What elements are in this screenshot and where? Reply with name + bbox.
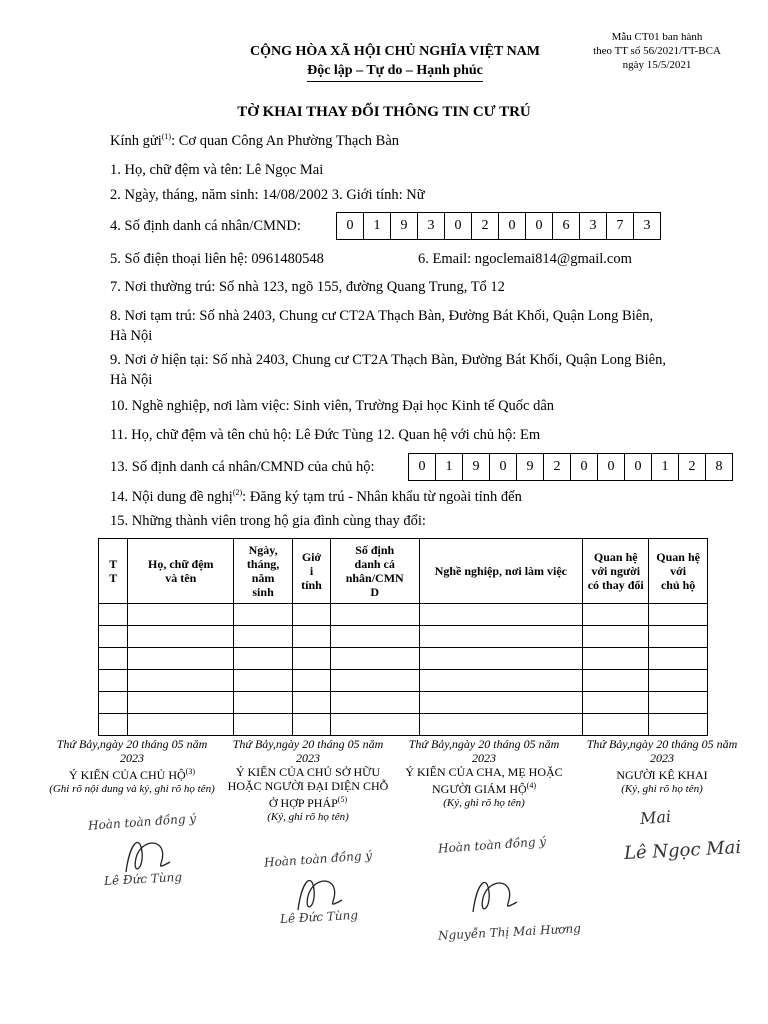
- head-id-digit: 2: [543, 454, 570, 480]
- handwritten-note: Hoàn toàn đồng ý: [263, 848, 373, 870]
- table-cell[interactable]: [293, 670, 331, 692]
- signature-scribble: [465, 872, 525, 922]
- field-temporary-address: 8. Nơi tạm trú: Số nhà 2403, Chung cư CT2A Thạch Bàn, Đường Bát Khối, Quận Long Biên, Hà Nội: [110, 308, 654, 344]
- signature-heading: [576, 765, 748, 782]
- footnote-mark: (4): [526, 781, 536, 790]
- request-label: 14. Nội dung đề nghị: [110, 488, 233, 505]
- field-household-head: 11. Họ, chữ đệm và tên chủ hộ: Lê Đức Tùng 12. Quan hệ với chủ hộ: Em: [110, 427, 541, 443]
- id-digit: 1: [363, 213, 390, 239]
- head-id-digit: 1: [435, 454, 462, 480]
- column-header: T T: [99, 539, 128, 604]
- table-cell[interactable]: [649, 670, 708, 692]
- table-cell[interactable]: [419, 670, 583, 692]
- recipient-line: [110, 132, 399, 150]
- form-title: TỜ KHAI THAY ĐỔI THÔNG TIN CƯ TRÚ: [237, 104, 531, 120]
- table-row: [99, 670, 708, 692]
- head-id-digit: 8: [705, 454, 732, 480]
- table-cell[interactable]: [234, 692, 293, 714]
- table-row: [99, 714, 708, 736]
- field-head-id-label: 13. Số định danh cá nhân/CMND của chủ hộ:: [110, 459, 375, 475]
- head-id-digit: 0: [597, 454, 624, 480]
- head-id-digit: 9: [516, 454, 543, 480]
- table-row: [99, 648, 708, 670]
- form-code: [582, 30, 732, 72]
- field-current-address: 9. Nơi ở hiện tại: Số nhà 2403, Chung cư CT2A Thạch Bàn, Đường Bát Khối, Quận Long Biên, Hà Nội: [110, 352, 666, 388]
- id-digit: 0: [498, 213, 525, 239]
- signature-heading-text: Ý KIẾN CỦA CHỦ HỘ: [69, 768, 186, 782]
- signature-date: Thứ Bảy,ngày 20 tháng 05 năm 2023: [408, 737, 560, 765]
- signature-heading-text: Ý KIẾN CỦA CHỦ SỞ HỮU HOẶC NGƯỜI ĐẠI DIỆN CHỖ Ở HỢP PHÁP: [227, 765, 389, 810]
- table-cell[interactable]: [583, 626, 649, 648]
- signature-note: (Ký, ghi rõ họ tên): [621, 783, 703, 795]
- signature-note: (Ký, ghi rõ họ tên): [267, 811, 349, 823]
- signature-note: (Ghi rõ nội dung và ký, ghi rõ họ tên): [49, 783, 215, 795]
- table-cell[interactable]: [99, 692, 128, 714]
- table-cell[interactable]: [330, 670, 419, 692]
- form-code-line: Mẫu CT01 ban hành: [611, 31, 703, 43]
- table-cell[interactable]: [99, 626, 128, 648]
- signature-heading-text: NGƯỜI KÊ KHAI: [616, 768, 708, 782]
- table-row: [99, 626, 708, 648]
- head-id-digit: 0: [418, 459, 426, 474]
- field-request: [110, 488, 522, 506]
- table-cell[interactable]: [419, 648, 583, 670]
- table-cell[interactable]: [128, 648, 234, 670]
- signature-block: [576, 737, 748, 796]
- head-id-digit: 0: [489, 454, 516, 480]
- field-email: 6. Email: ngoclemai814@gmail.com: [418, 251, 632, 267]
- table-cell[interactable]: [649, 692, 708, 714]
- id-digit: 6: [552, 213, 579, 239]
- signature-date: Thứ Bảy,ngày 20 tháng 05 năm 2023: [56, 737, 208, 765]
- table-cell[interactable]: [128, 626, 234, 648]
- footnote-mark: (3): [185, 767, 195, 776]
- signature-heading-text: Ý KIẾN CỦA CHA, MẸ HOẶC NGƯỜI GIÁM HỘ: [405, 765, 563, 796]
- head-id-digit: 2: [678, 454, 705, 480]
- handwritten-name: Nguyễn Thị Mai Hương: [437, 921, 582, 943]
- recipient-value: : Cơ quan Công An Phường Thạch Bàn: [171, 132, 400, 149]
- table-cell[interactable]: [330, 714, 419, 736]
- table-cell[interactable]: [128, 604, 234, 626]
- table-cell[interactable]: [649, 714, 708, 736]
- field-phone: 5. Số điện thoại liên hệ: 0961480548: [110, 251, 324, 267]
- id-digit: 0: [346, 218, 354, 233]
- column-header: Quan hệ với người có thay đổi: [583, 539, 649, 604]
- table-cell[interactable]: [419, 626, 583, 648]
- column-header: Giớ i tính: [293, 539, 331, 604]
- column-header: Quan hệ với chủ hộ: [649, 539, 708, 604]
- signature-heading: [46, 765, 218, 782]
- table-cell[interactable]: [583, 670, 649, 692]
- table-cell[interactable]: [583, 648, 649, 670]
- table-cell[interactable]: [649, 648, 708, 670]
- table-cell[interactable]: [293, 648, 331, 670]
- table-cell[interactable]: [293, 692, 331, 714]
- table-row: [99, 604, 708, 626]
- handwritten-name: Lê Đức Tùng: [103, 869, 183, 889]
- table-cell[interactable]: [234, 714, 293, 736]
- id-digit: 7: [606, 213, 633, 239]
- table-cell[interactable]: [128, 670, 234, 692]
- signature-block: [46, 737, 218, 796]
- head-id-number-boxes: [408, 453, 733, 481]
- table-cell[interactable]: [330, 692, 419, 714]
- signature-heading: [222, 765, 394, 810]
- head-id-digit: 1: [651, 454, 678, 480]
- signature-heading: [398, 765, 570, 796]
- field-occupation: 10. Nghề nghiệp, nơi làm việc: Sinh viên, Trường Đại học Kinh tế Quốc dân: [110, 398, 555, 414]
- footnote-mark: (2): [232, 488, 243, 497]
- id-digit: 0: [525, 213, 552, 239]
- table-cell[interactable]: [419, 714, 583, 736]
- column-header: Họ, chữ đệm và tên: [128, 539, 234, 604]
- table-cell[interactable]: [583, 692, 649, 714]
- footnote-mark: (1): [161, 132, 172, 141]
- field-full-name: 1. Họ, chữ đệm và tên: Lê Ngọc Mai: [110, 162, 324, 178]
- signature-note: (Ký, ghi rõ họ tên): [443, 797, 525, 809]
- column-header: Nghề nghiệp, nơi làm việc: [419, 539, 583, 604]
- table-cell[interactable]: [583, 714, 649, 736]
- members-table: [98, 538, 708, 736]
- recipient-label: Kính gửi: [110, 132, 162, 149]
- id-digit: 2: [471, 213, 498, 239]
- signature-date: Thứ Bảy,ngày 20 tháng 05 năm 2023: [586, 737, 738, 765]
- table-cell[interactable]: [99, 604, 128, 626]
- handwritten-name: Lê Đức Tùng: [279, 907, 359, 927]
- table-cell[interactable]: [419, 692, 583, 714]
- request-value: : Đăng ký tạm trú - Nhân khẩu từ ngoài tỉnh đến: [242, 488, 522, 505]
- footnote-mark: (5): [337, 795, 348, 804]
- table-body: [99, 604, 708, 736]
- id-digit: 3: [417, 213, 444, 239]
- column-header: Số định danh cá nhân/CMN D: [330, 539, 419, 604]
- nation-name: CỘNG HÒA XÃ HỘI CHỦ NGHĨA VIỆT NAM: [249, 44, 540, 59]
- table-cell[interactable]: [234, 626, 293, 648]
- field-id-label: 4. Số định danh cá nhân/CMND:: [110, 218, 301, 234]
- table-cell[interactable]: [293, 714, 331, 736]
- table-cell[interactable]: [234, 648, 293, 670]
- field-birth-gender: 2. Ngày, tháng, năm sinh: 14/08/2002 3. Giới tính: Nữ: [110, 187, 425, 203]
- field-permanent-address: 7. Nơi thường trú: Số nhà 123, ngõ 155, đường Quang Trung, Tổ 12: [110, 279, 505, 295]
- table-cell[interactable]: [234, 604, 293, 626]
- table-cell[interactable]: [649, 604, 708, 626]
- column-header: Ngày, tháng, năm sinh: [234, 539, 293, 604]
- table-cell[interactable]: [293, 604, 331, 626]
- table-cell[interactable]: [330, 626, 419, 648]
- id-digit: 3: [633, 213, 660, 239]
- table-cell[interactable]: [583, 604, 649, 626]
- id-number-boxes: [336, 212, 661, 240]
- head-id-digit: 0: [570, 454, 597, 480]
- head-id-digit: 9: [462, 454, 489, 480]
- form-code-line: theo TT số 56/2021/TT-BCA: [593, 45, 721, 57]
- signature-block: [222, 737, 394, 824]
- table-cell[interactable]: [99, 714, 128, 736]
- national-motto: Độc lập – Tự do – Hạnh phúc: [307, 61, 483, 82]
- national-heading: [200, 42, 590, 82]
- field-members-intro: 15. Những thành viên trong hộ gia đình cùng thay đổi:: [110, 513, 426, 529]
- table-cell[interactable]: [128, 692, 234, 714]
- id-digit: 0: [444, 213, 471, 239]
- handwritten-name: Lê Ngọc Mai: [623, 836, 742, 865]
- table-cell[interactable]: [234, 670, 293, 692]
- handwritten-note: Hoàn toàn đồng ý: [437, 834, 547, 856]
- table-cell[interactable]: [330, 648, 419, 670]
- handwritten-note: Mai: [639, 806, 672, 829]
- handwritten-note: Hoàn toàn đồng ý: [87, 811, 197, 833]
- table-cell[interactable]: [99, 670, 128, 692]
- table-cell[interactable]: [128, 714, 234, 736]
- id-digit: 9: [390, 213, 417, 239]
- table-header-row: [99, 539, 708, 604]
- table-cell[interactable]: [419, 604, 583, 626]
- signature-date: Thứ Bảy,ngày 20 tháng 05 năm 2023: [232, 737, 384, 765]
- table-cell[interactable]: [649, 626, 708, 648]
- table-row: [99, 692, 708, 714]
- table-cell[interactable]: [293, 626, 331, 648]
- table-cell[interactable]: [99, 648, 128, 670]
- id-digit: 3: [579, 213, 606, 239]
- signature-block: [398, 737, 570, 810]
- form-code-line: ngày 15/5/2021: [622, 59, 692, 71]
- table-cell[interactable]: [330, 604, 419, 626]
- head-id-digit: 0: [624, 454, 651, 480]
